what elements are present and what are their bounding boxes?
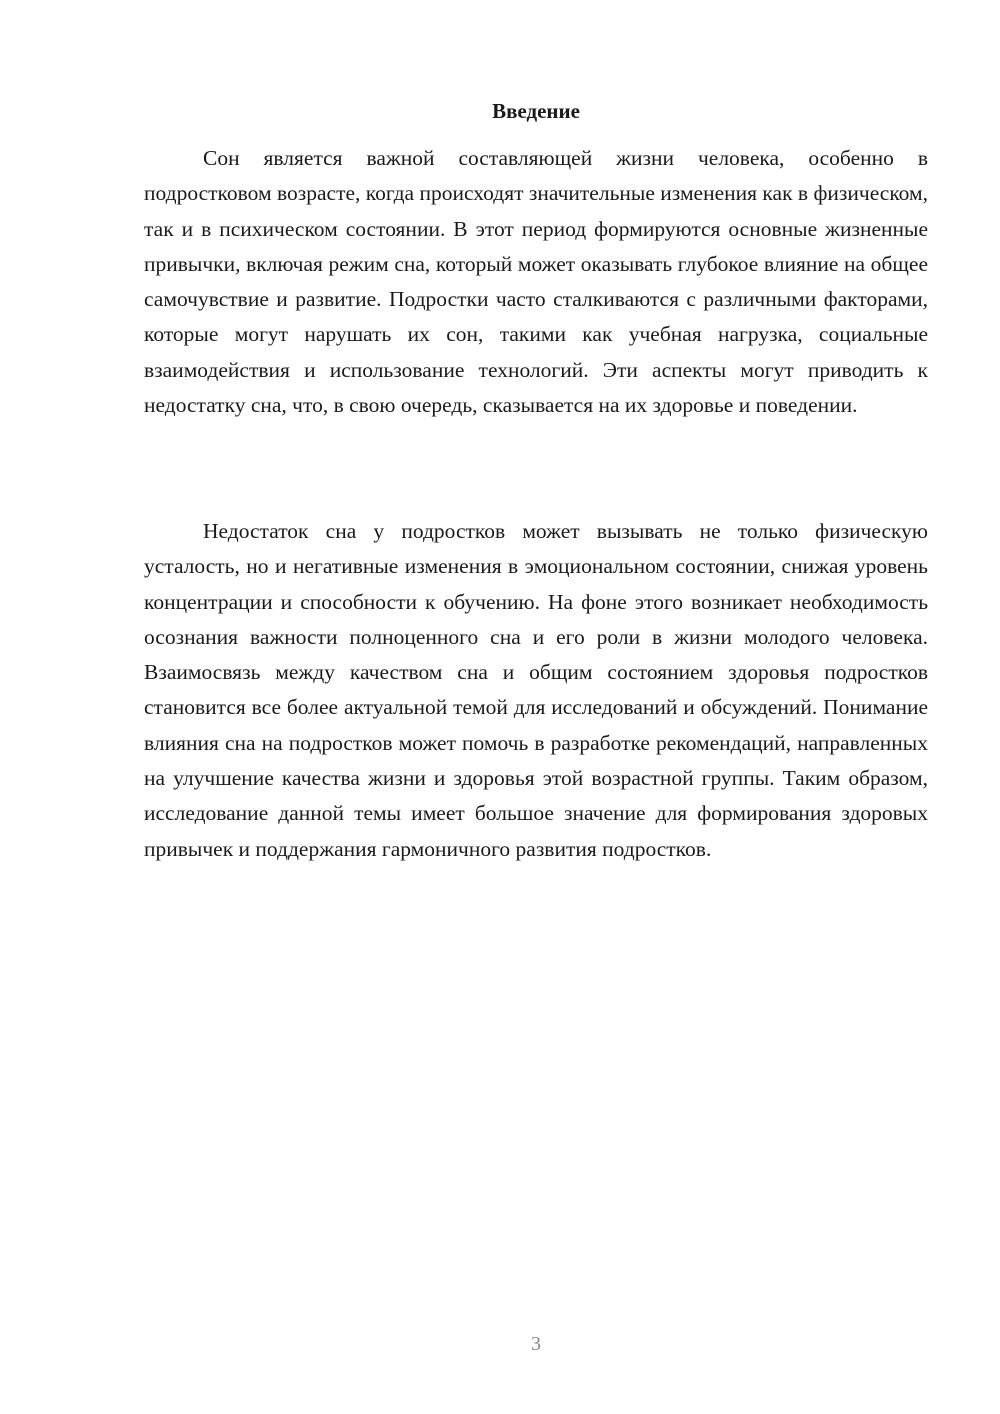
paragraph-1: Сон является важной составляющей жизни человека, особенно в подростковом возрасте, когда происходят значительные изменения как в физическом, так и в психическом состоянии. В этот период формируются основные жизненные привычки, включая режим сна, который может оказывать глубокое влияние на общее самочувствие и развитие. Подростки часто сталкиваются с различными факторами, которые могут нарушать их сон, такими как учебная нагрузка, социальные взаимодействия и использование технологий. Эти аспекты могут приводить к недостатку сна, что, в свою очередь, сказывается на их здоровье и поведении. <box>144 146 928 418</box>
section-heading: Введение <box>492 99 580 123</box>
page-number: 3 <box>531 1333 541 1355</box>
paragraph-2: Недостаток сна у подростков может вызывать не только физическую усталость, но и негативные изменения в эмоциональном состоянии, снижая уровень концентрации и способности к обучению. На фоне этого возникает необходимость осознания важности полноценного сна и его роли в жизни молодого человека. Взаимосвязь между качеством сна и общим состоянием здоровья подростков становится все более актуальной темой для исследований и обсуждений. Понимание влияния сна на подростков может помочь в разработке рекомендаций, направленных на улучшение качества жизни и здоровья этой возрастной группы. Таким образом, исследование данной темы имеет большое значение для формирования здоровых привычек и поддержания гармоничного развития подростков. <box>144 519 928 861</box>
